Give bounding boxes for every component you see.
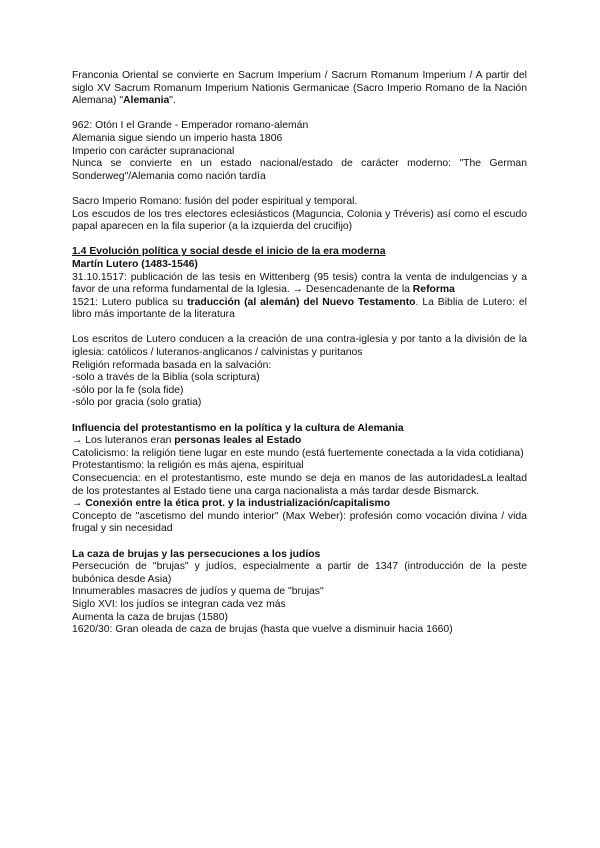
line-salvacion: Religión reformada basada en la salvación:	[72, 359, 272, 371]
subheading-lutero: Martín Lutero (1483-1546)	[72, 258, 198, 270]
traduccion-bold: traducción (al alemán) del Nuevo Testamento	[187, 296, 416, 308]
line-protestantismo: Protestantismo: la religión es más ajena, espiritual	[72, 460, 304, 472]
line-aumenta-caza: Aumenta la caza de brujas (1580)	[72, 611, 228, 623]
luteranos-text: → Los luteranos eran	[72, 435, 175, 447]
heading-caza-brujas: La caza de brujas y las persecuciones a los judíos	[72, 548, 321, 560]
paragraph-traduccion	[72, 297, 527, 322]
line-gran-oleada: 1620/30: Gran oleada de caza de brujas (hasta que vuelve a disminuir hacia 1660)	[72, 624, 453, 636]
heading-influencia: Influencia del protestantismo en la política y la cultura de Alemania	[72, 422, 404, 434]
paragraph-ascetismo: Concepto de "ascetismo del mundo interior" (Max Weber): profesión como vocación divina / vida frugal y sin necesidad	[72, 510, 527, 535]
document-page	[72, 70, 527, 637]
paragraph-catolicismo: Catolicismo: la religión tiene lugar en este mundo (está fuertemente conectada a la vida cotidiana)	[72, 447, 524, 459]
reforma-bold: Reforma	[412, 284, 455, 296]
paragraph-consecuencia: Consecuencia: en el protestantismo, este mundo se deja en manos de las autoridadesLa lealtad de los protestantes al Estado tiene una carga nacionalista a más tardar desde Bismarck.	[72, 473, 527, 497]
line-fusion-poder: Sacro Imperio Romano: fusión del poder espiritual y temporal.	[72, 195, 358, 207]
intro-text-end: ".	[169, 95, 176, 107]
line-escudos: Los escudos de los tres electores eclesiásticos (Maguncia, Colonia y Tréveris) así como el escudo papal aparecen en la fila superior (a la izquierda del crucifijo)	[72, 208, 527, 233]
paragraph-tesis	[72, 272, 527, 297]
paragraph-escritos: Los escritos de Lutero conducen a la creación de una contra-iglesia y por tanto a la división de la iglesia: católicos / luteranos-anglicanos / calvinistas y puritanos	[72, 334, 527, 359]
line-luteranos-leales	[72, 435, 527, 448]
line-imperio-1806: Alemania sigue siendo un imperio hasta 1806	[72, 132, 283, 144]
section-heading-1-4: 1.4 Evolución política y social desde el inicio de la era moderna	[72, 246, 386, 258]
line-siglo-xvi: Siglo XVI: los judíos se integran cada vez más	[72, 598, 286, 610]
line-solo-gratia: -sólo por gracia (solo gratia)	[72, 397, 202, 409]
alemania-bold: Alemania	[123, 95, 170, 107]
intro-paragraph	[72, 70, 527, 108]
line-masacres: Innumerables masacres de judíos y quema de "brujas"	[72, 586, 324, 598]
line-sonderweg: Nunca se convierte en un estado nacional/estado de carácter moderno: "The German Sonderweg"/Alemania como nación tardía	[72, 158, 527, 182]
line-conexion-etica: → Conexión entre la ética prot. y la industrialización/capitalismo	[72, 498, 391, 510]
leales-bold: personas leales al Estado	[174, 435, 302, 447]
line-sola-scriptura: -solo a través de la Biblia (sola scriptura)	[72, 372, 260, 384]
line-sola-fide: -sólo por la fe (sola fide)	[72, 384, 184, 396]
traduccion-text: 1521: Lutero publica su	[72, 296, 188, 308]
paragraph-persecucion: Persecución de "brujas" y judíos, especialmente a partir de 1347 (introducción de la peste bubónica desde Asia)	[72, 561, 527, 585]
line-supranacional: Imperio con carácter supranacional	[72, 145, 235, 157]
traduccion-text-end: . La Biblia de Lutero: el libro más importante de la literatura	[72, 296, 527, 321]
intro-text: Franconia Oriental se convierte en Sacrum Imperium / Sacrum Romanum Imperium / A partir del siglo XV Sacrum Romanum Imperium Nationis Germanicae (Sacro Imperio Romano de la Nación Alemana) "	[72, 70, 527, 107]
tesis-text: 31.10.1517: publicación de las tesis en Wittenberg (95 tesis) contra la venta de indulgencias y a favor de una reforma fundamental de la Iglesia. → Desencadenante de la	[72, 271, 527, 296]
line-oton: 962: Otón I el Grande - Emperador romano-alemán	[72, 120, 309, 132]
